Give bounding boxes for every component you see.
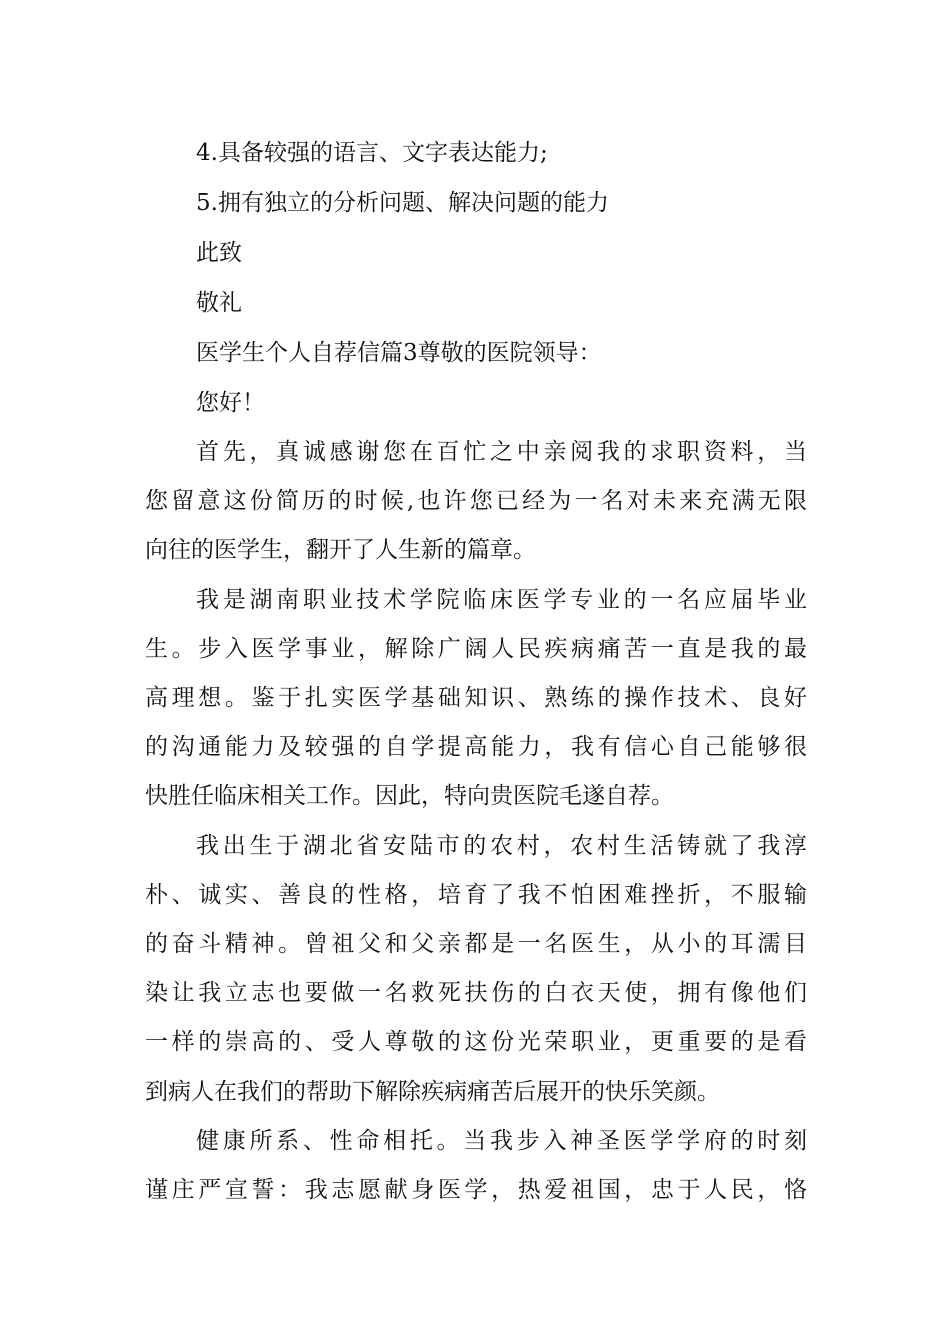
paragraph-line: 快胜任临床相关工作。因此，特向贵医院毛遂自荐。 bbox=[145, 783, 674, 810]
paragraph-line: 我出生于湖北省安陆市的农村，农村生活铸就了我淳 bbox=[196, 832, 807, 859]
paragraph-line: 染让我立志也要做一名救死扶伤的白衣天使，拥有像他们 bbox=[145, 980, 807, 1007]
paragraph-line: 您留意这份简历的时候,也许您已经为一名对未来充满无限 bbox=[145, 488, 807, 515]
ability-item-5: 5.拥有独立的分析问题、解决问题的能力 bbox=[196, 190, 609, 216]
paragraph-line: 的奋斗精神。曾祖父和父亲都是一名医生，从小的耳濡目 bbox=[145, 931, 807, 958]
paragraph-line: 我是湖南职业技术学院临床医学专业的一名应届毕业 bbox=[196, 586, 807, 613]
greeting: 您好！ bbox=[196, 390, 265, 416]
paragraph-1 bbox=[145, 428, 807, 576]
paragraph-line: 健康所系、性命相托。当我步入神圣医学学府的时刻 bbox=[196, 1127, 807, 1154]
paragraph-line: 谨庄严宣誓：我志愿献身医学，热爱祖国，忠于人民，恪 bbox=[145, 1177, 807, 1204]
paragraph-3 bbox=[145, 822, 807, 1117]
closing-jingli: 敬礼 bbox=[196, 290, 242, 316]
closing-cizhi: 此致 bbox=[196, 240, 242, 266]
paragraph-line: 朴、诚实、善良的性格，培育了我不怕困难挫折，不服输 bbox=[145, 881, 807, 908]
letter-body bbox=[145, 128, 807, 1215]
paragraph-2 bbox=[145, 576, 807, 822]
paragraph-line: 一样的崇高的、受人尊敬的这份光荣职业，更重要的是看 bbox=[145, 1029, 807, 1056]
paragraph-line: 向往的医学生，翻开了人生新的篇章。 bbox=[145, 537, 536, 564]
paragraph-line: 首先，真诚感谢您在百忙之中亲阅我的求职资料，当 bbox=[196, 439, 807, 465]
paragraph-line: 的沟通能力及较强的自学提高能力，我有信心自己能够很 bbox=[145, 734, 807, 761]
section-heading: 医学生个人自荐信篇3尊敬的医院领导： bbox=[196, 340, 602, 366]
ability-item-4: 4.具备较强的语言、文字表达能力; bbox=[196, 140, 548, 166]
paragraph-4 bbox=[145, 1117, 807, 1215]
paragraph-line: 到病人在我们的帮助下解除疾病痛苦后展开的快乐笑颜。 bbox=[145, 1078, 720, 1105]
paragraph-line: 高理想。鉴于扎实医学基础知识、熟练的操作技术、良好 bbox=[145, 685, 807, 712]
paragraph-line: 生。步入医学事业，解除广阔人民疾病痛苦一直是我的最 bbox=[145, 635, 807, 662]
